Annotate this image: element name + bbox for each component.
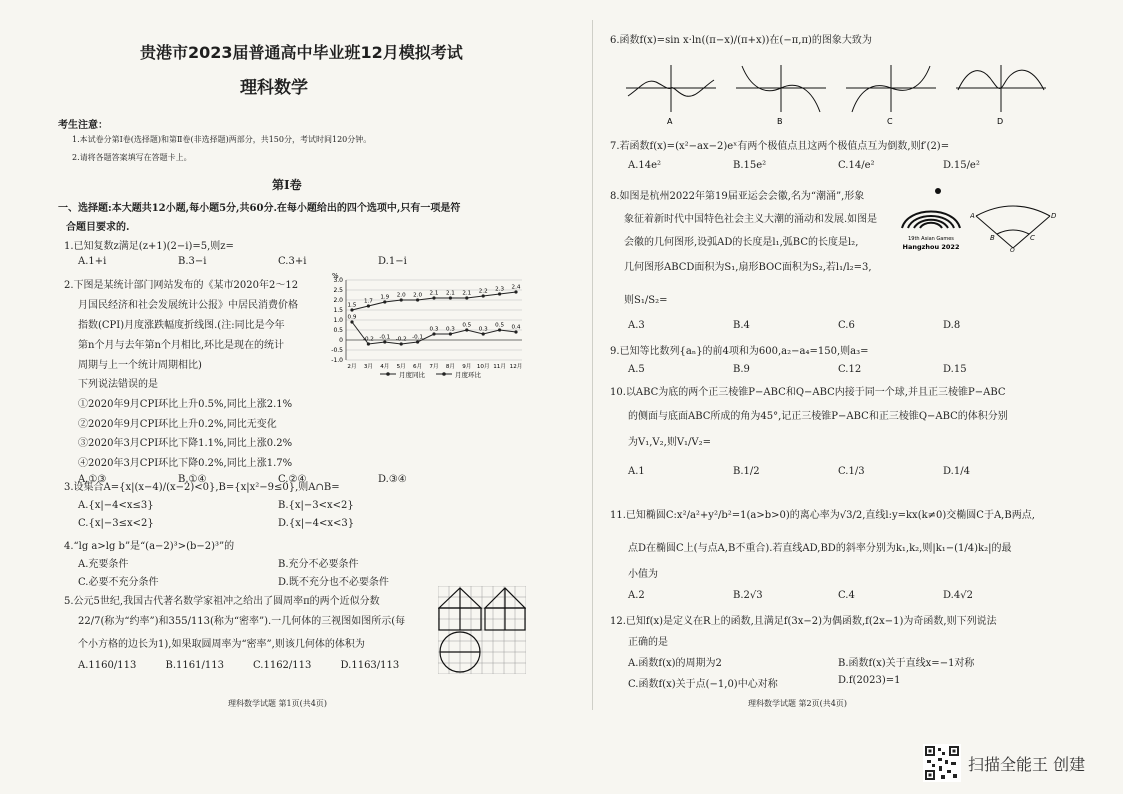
q4-option-b: B.充分不必要条件	[278, 559, 359, 570]
qr-code-icon	[923, 744, 961, 782]
chart-ylabel: %	[332, 272, 339, 280]
y-tick-label: 2.0	[333, 297, 343, 304]
q10-options	[628, 466, 1048, 477]
q2-line-3: 指数(CPI)月度涨跌幅度折线图.(注:同比是今年	[78, 320, 285, 331]
data-point	[465, 296, 468, 299]
q2-line-6: 下列说法错误的是	[78, 379, 158, 390]
q11-option-b: B.2√3	[733, 590, 763, 601]
data-point	[449, 332, 452, 335]
q8-option-a: A.3	[628, 320, 645, 331]
data-label: 2.1	[445, 290, 455, 297]
left-footer: 理科数学试题 第1页(共4页)	[228, 699, 327, 708]
notice-heading: 考生注意：	[58, 120, 108, 131]
q1-option-b: B.3−i	[178, 256, 207, 267]
x-tick-label: 8月	[445, 364, 455, 370]
logo-text-2: Hangzhou 2022	[902, 243, 960, 251]
y-tick-label: 0	[339, 337, 343, 344]
q8-line-4: 几何图形ABCD面积为S₁,扇形BOC面积为S₂,若l₁/l₂=3,	[624, 262, 872, 273]
data-label: 0.3	[445, 326, 455, 333]
q9-option-b: B.9	[733, 364, 750, 375]
q3-options-row2	[78, 518, 478, 529]
x-tick-label: 11月	[493, 364, 506, 370]
q3-options-row1	[78, 500, 478, 511]
svg-text:A: A	[970, 212, 975, 220]
q2-answer-b: B.①④	[178, 474, 207, 485]
data-point	[465, 328, 468, 331]
notice-item-2: 2.请将各题答案填写在答题卡上。	[72, 153, 192, 162]
q9-option-d: D.15	[943, 364, 967, 375]
q6-graph-b-label: B	[777, 117, 783, 126]
q12-option-d: D.f(2023)=1	[838, 675, 901, 686]
data-point	[383, 300, 386, 303]
x-tick-label: 12月	[509, 364, 523, 370]
q6-graph-d	[956, 65, 1046, 112]
data-point	[514, 330, 517, 333]
q2-option-2: ②2020年9月CPI环比上升0.2%,同比无变化	[78, 419, 277, 430]
q3-option-b: B.{x|−3<x<2}	[278, 500, 354, 511]
q8-option-d: D.8	[943, 320, 961, 331]
data-label: 0.5	[462, 322, 472, 329]
legend-item-yoy: 月度同比	[399, 371, 425, 379]
q10-option-c: C.1/3	[838, 466, 865, 477]
svg-text:D: D	[1051, 212, 1056, 220]
scanner-watermark: 扫描全能王 创建	[968, 755, 1086, 774]
section-heading: 第Ⅰ卷	[272, 178, 302, 192]
q12-line-1: 12.已知f(x)是定义在R上的函数,且满足f(3x−2)为偶函数,f(2x−1)为奇函数,则下列说法	[610, 616, 997, 627]
q5-line-3: 个小方格的边长为1),如果取圆周率为“密率”,则该几何体的体积为	[78, 639, 365, 650]
data-label: -0.2	[362, 336, 374, 343]
data-point	[350, 308, 353, 311]
q7-option-d: D.15/e²	[943, 160, 980, 171]
q6-graph-b	[736, 65, 826, 112]
q5-line-2: 22/7(称为“约率”)和355/113(称为“密率”).一几何体的三视图如图所示(每	[78, 616, 406, 627]
x-tick-label: 10月	[476, 364, 490, 370]
data-point	[449, 296, 452, 299]
legend-item-mom: 月度环比	[455, 371, 481, 379]
q1-option-c: C.3+i	[278, 256, 307, 267]
svg-text:C: C	[1030, 234, 1035, 242]
y-tick-label: -0.5	[331, 347, 343, 354]
q2-answer-c: C.②④	[278, 474, 307, 485]
q8-line-5: 则S₁/S₂=	[624, 295, 668, 306]
chart-y-ticks	[331, 277, 343, 364]
data-label: -0.1	[379, 334, 391, 341]
q9-options	[628, 364, 1048, 375]
q6-graph-a-label: A	[667, 117, 673, 126]
q9-option-a: A.5	[628, 364, 645, 375]
cpi-line-chart	[318, 268, 530, 380]
q11-option-c: C.4	[838, 590, 855, 601]
y-tick-label: 0.5	[333, 327, 343, 334]
data-label: 2.2	[478, 288, 488, 295]
q2-line-1: 2.下图是某统计部门网站发布的《某市2020年2～12	[64, 280, 299, 291]
three-view-figure	[438, 586, 526, 674]
q11-line-2: 点D在椭圆C上(与点A,B不重合).若直线AD,BD的斜率分别为k₁,k₂,则|k₁−(1/4)k₂|的最	[628, 543, 1012, 554]
data-label: 0.3	[429, 326, 439, 333]
chart-x-ticks	[347, 362, 522, 370]
data-label: -0.2	[395, 336, 407, 343]
data-label: 1.5	[347, 302, 357, 309]
q7-options	[628, 160, 1048, 171]
q2-line-5: 周期与上一个统计周期相比)	[78, 360, 202, 371]
y-tick-label: 2.5	[333, 287, 343, 294]
q10-line-3: 为V₁,V₂,则V₁/V₂=	[628, 437, 712, 448]
logo-text-1: 19th Asian Games	[908, 236, 954, 242]
q10-option-d: D.1/4	[943, 466, 970, 477]
fan-figure	[970, 196, 1056, 252]
q8-option-c: C.6	[838, 320, 855, 331]
data-point	[400, 298, 403, 301]
chart-series	[348, 285, 521, 346]
q7-option-c: C.14/e²	[838, 160, 875, 171]
q5-line-1: 5.公元5世纪,我国古代著名数学家祖冲之给出了圆周率π的两个近似分数	[64, 596, 380, 607]
q5-options	[78, 660, 428, 671]
q11-line-1: 11.已知椭圆C:x²/a²+y²/b²=1(a>b>0)的离心率为√3/2,直线l:y=kx(k≠0)交椭圆C于A,B两点,	[610, 510, 1035, 521]
q5-option-c: C.1162/113	[253, 660, 312, 671]
q12-options-row2	[628, 675, 1048, 690]
intro-line-1: 一、选择题:本大题共12小题,每小题5分,共60分.在每小题给出的四个选项中,只有一项是符	[58, 203, 461, 214]
q3-stem: 3.设集合A={x|(x−4)/(x−2)<0},B={x|x²−9≤0},则A∩B=	[64, 482, 340, 493]
data-point	[416, 340, 419, 343]
x-tick-label: 5月	[396, 364, 406, 370]
q2-answer-a: A.①③	[78, 474, 107, 485]
data-point	[400, 342, 403, 345]
q2-option-3: ③2020年3月CPI环比下降1.1%,同比上涨0.2%	[78, 438, 293, 449]
q12-option-b: B.函数f(x)关于直线x=−1对称	[838, 658, 975, 669]
q1-options	[78, 256, 478, 267]
data-label: -0.1	[412, 334, 424, 341]
q9-stem: 9.已知等比数列{aₙ}的前4项和为600,a₂−a₄=150,则a₃=	[610, 346, 869, 357]
data-point	[367, 304, 370, 307]
q11-options	[628, 590, 1048, 601]
data-label: 2.4	[511, 284, 521, 291]
data-label: 2.0	[413, 292, 423, 299]
q7-stem: 7.若函数f(x)=(x²−ax−2)eˣ有两个极值点且这两个极值点互为倒数,则f′(2)=	[610, 141, 950, 152]
svg-text:O: O	[1010, 247, 1015, 252]
right-footer: 理科数学试题 第2页(共4页)	[748, 699, 847, 708]
data-label: 0.9	[347, 314, 357, 321]
q6-graph-options	[618, 60, 1068, 130]
q2-answer-d: D.③④	[378, 474, 407, 485]
q2-line-2: 月国民经济和社会发展统计公报》中居民消费价格	[78, 300, 298, 311]
data-label: 2.0	[396, 292, 406, 299]
q11-option-a: A.2	[628, 590, 645, 601]
q8-line-1: 8.如图是杭州2022年第19届亚运会会徽,名为“潮涌”,形象	[610, 191, 865, 202]
right-page	[600, 0, 1075, 715]
data-label: 1.9	[380, 294, 390, 301]
y-tick-label: -1.0	[331, 357, 343, 364]
q6-graph-c-label: C	[887, 117, 893, 126]
q3-option-d: D.{x|−4<x<3}	[278, 518, 355, 529]
left-page	[58, 0, 528, 715]
q12-options-row1	[628, 654, 1048, 669]
data-point	[367, 342, 370, 345]
data-point	[482, 332, 485, 335]
q4-options-row2	[78, 573, 478, 588]
q6-graph-d-label: D	[997, 117, 1004, 126]
q4-option-a: A.充要条件	[78, 559, 129, 570]
data-label: 2.3	[495, 286, 505, 293]
q5-option-a: A.1160/113	[78, 660, 137, 671]
data-point	[432, 296, 435, 299]
q8-line-2: 象征着新时代中国特色社会主义大潮的涌动和发展.如图是	[624, 214, 878, 225]
q1-stem: 1.已知复数z满足(z+1)(2−i)=5,则z=	[64, 241, 234, 252]
x-tick-label: 6月	[413, 364, 423, 370]
data-label: 0.3	[478, 326, 488, 333]
x-tick-label: 9月	[462, 364, 472, 370]
y-tick-label: 3.0	[333, 277, 343, 284]
asian-games-logo	[898, 186, 966, 252]
q6-stem: 6.函数f(x)=sin x·ln((π−x)/(π+x))在(−π,π)的图象大致为	[610, 35, 872, 46]
q8-option-b: B.4	[733, 320, 750, 331]
x-tick-label: 7月	[429, 364, 439, 370]
q2-line-4: 第n个月与去年第n个月相比,环比是现在的统计	[78, 340, 285, 351]
data-point	[432, 332, 435, 335]
q3-option-a: A.{x|−4<x≤3}	[78, 500, 154, 511]
q4-option-c: C.必要不充分条件	[78, 577, 159, 588]
q4-option-d: D.既不充分也不必要条件	[278, 577, 389, 588]
q7-option-a: A.14e²	[628, 160, 662, 171]
data-point	[514, 290, 517, 293]
chart-legend	[380, 370, 482, 379]
data-label: 2.1	[429, 290, 439, 297]
q4-stem: 4.“lg a>lg b”是“(a−2)³>(b−2)³”的	[64, 541, 235, 552]
q6-graph-c	[846, 65, 936, 112]
q2-option-4: ④2020年3月CPI环比下降0.2%,同比上涨1.7%	[78, 458, 293, 469]
data-label: 0.5	[495, 322, 505, 329]
q12-option-c: C.函数f(x)关于点(−1,0)中心对称	[628, 679, 778, 690]
data-point	[383, 340, 386, 343]
q8-line-3: 会徽的几何图形,设弧AD的长度是l₁,弧BC的长度是l₂,	[624, 237, 859, 248]
q10-line-2: 的侧面与底面ABC所成的角为45°,记正三棱锥P−ABC和正三棱锥Q−ABC的体积分别	[628, 411, 1008, 422]
q7-option-b: B.15e²	[733, 160, 767, 171]
data-label: 0.4	[511, 324, 521, 331]
data-label: 1.7	[363, 298, 373, 305]
q2-option-1: ①2020年9月CPI环比上升0.5%,同比上涨2.1%	[78, 399, 293, 410]
exam-title: 贵港市2023届普通高中毕业班12月模拟考试	[140, 43, 463, 62]
x-tick-label: 4月	[380, 364, 390, 370]
data-point	[498, 328, 501, 331]
q4-options-row1	[78, 555, 478, 570]
svg-text:B: B	[990, 234, 995, 242]
notice-item-1: 1.本试卷分第Ⅰ卷(选择题)和第Ⅱ卷(非选择题)两部分，共150分，考试时间120分钟。	[72, 135, 372, 144]
y-tick-label: 1.0	[333, 317, 343, 324]
q5-option-b: B.1161/113	[165, 660, 224, 671]
q3-option-c: C.{x|−3≤x<2}	[78, 518, 154, 529]
q5-option-d: D.1163/113	[340, 660, 400, 671]
data-point	[350, 320, 353, 323]
y-tick-label: 1.5	[333, 307, 343, 314]
x-tick-label: 2月	[347, 364, 357, 370]
q10-line-1: 10.以ABC为底的两个正三棱锥P−ABC和Q−ABC内接于同一个球,并且正三棱锥P−ABC	[610, 387, 1006, 398]
data-point	[416, 298, 419, 301]
q8-options	[628, 320, 1048, 331]
x-tick-label: 3月	[363, 364, 373, 370]
q10-option-a: A.1	[628, 466, 645, 477]
q9-option-c: C.12	[838, 364, 862, 375]
data-label: 2.1	[462, 290, 472, 297]
q1-option-d: D.1−i	[378, 256, 407, 267]
q10-option-b: B.1/2	[733, 466, 760, 477]
data-point	[482, 294, 485, 297]
q12-line-2: 正确的是	[628, 637, 668, 648]
q12-option-a: A.函数f(x)的周期为2	[628, 658, 722, 669]
data-point	[498, 292, 501, 295]
q1-option-a: A.1+i	[78, 256, 107, 267]
intro-line-2: 合题目要求的.	[66, 222, 130, 233]
q11-option-d: D.4√2	[943, 590, 973, 601]
page-divider	[592, 20, 593, 710]
q6-graph-a	[626, 65, 716, 112]
q11-line-3: 小值为	[628, 569, 658, 580]
exam-subtitle: 理科数学	[240, 78, 308, 98]
